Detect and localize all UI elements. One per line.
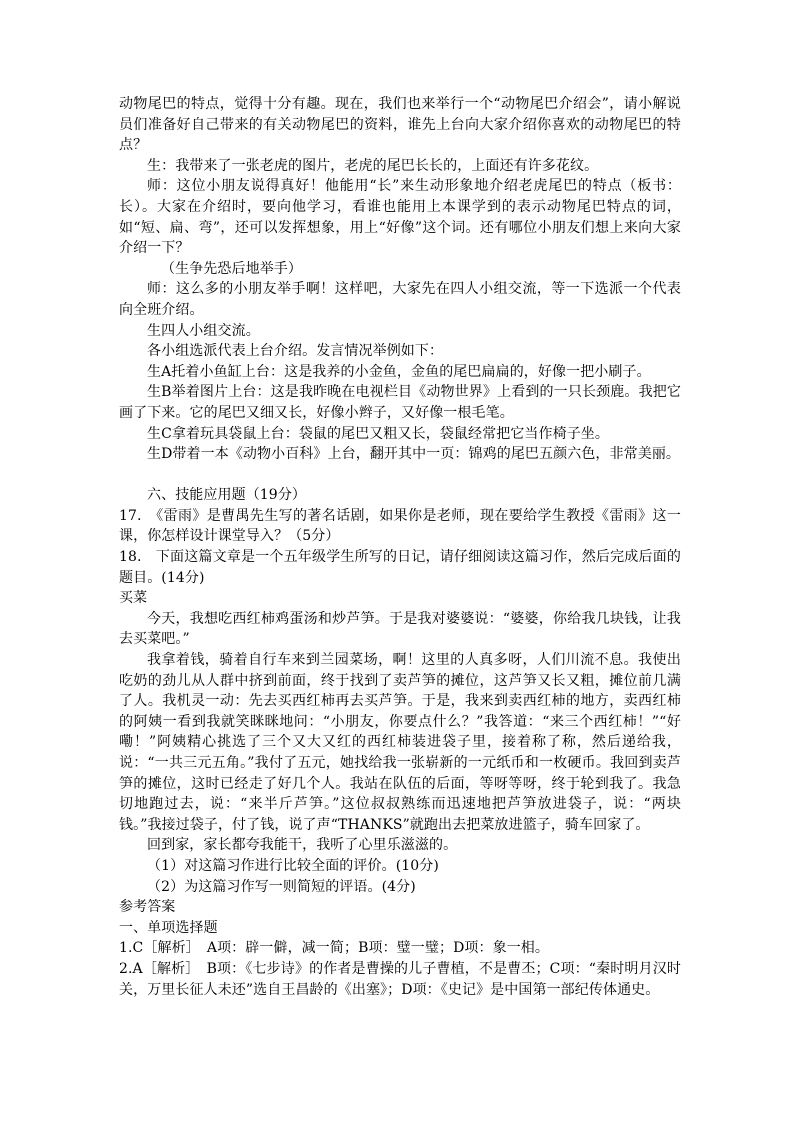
- essay-paragraph-1: 今天，我想吃西红柿鸡蛋汤和炒芦笋。于是我对婆婆说：“婆婆，你给我几块钱，让我去买菜吧。”: [119, 610, 681, 648]
- sub-question-2: （2）为这篇习作写一则简短的评语。(4分): [147, 878, 416, 895]
- essay-paragraph-2: 我拿着钱，骑着自行车来到兰园菜场，啊！这里的人真多呀，人们川流不息。我使出吃奶的劲儿从人群中挤到前面，终于找到了卖芦笋的摊位，这芦笋又长又粗，摊位前几满了人。我机灵一动：先去买西红柿再去买芦笋。于是，我来到卖西红柿的地方，卖西红柿的阿姨一看到我就笑眯眯地问：“小朋友，你要点什么？”我答道：“来三个西红柿！”“好嘞！”阿姨精心挑选了三个又大又红的西红柿装进袋子里，接着称了称，然后递给我，说：“一共三元五角。”我付了五元，她找给我一张崭新的一元纸币和一枚硬币。我回到卖芦笋的摊位，这时已经走了好几个人。我站在队伍的后面，等呀等呀，终于轮到我了。我急切地跑过去，说：“来半斤芦笋。”这位叔叔熟练而迅速地把芦笋放进袋子，说：“两块钱。”我接过袋子，付了钱，说了声“THANKS”就跑出去把菜放进篮子，骑车回家了。: [119, 652, 681, 833]
- paragraph-student-d: 生D带着一本《动物小百科》上台，翻开其中一页：锦鸡的尾巴五颜六色，非常美丽。: [147, 446, 681, 463]
- paragraph-group-discussion: 生四人小组交流。: [147, 322, 260, 339]
- paragraph-student-tiger: 生：我带来了一张老虎的图片，老虎的尾巴长长的，上面还有许多花纹。: [147, 157, 599, 174]
- paragraph-students-raise-hands: （生争先恐后地举手）: [161, 260, 302, 277]
- question-17: 17. 《雷雨》是曹禺先生写的著名话剧，如果你是老师，现在要给学生教授《雷雨》这一课，你怎样设计课堂导入？（5分）: [119, 507, 681, 545]
- section-heading-skills: 六、技能应用题（19分）: [147, 487, 307, 504]
- paragraph-teacher-praise: 师：这位小朋友说得真好！他能用“长”来生动形象地介绍老虎尾巴的特点（板书：长）。大家在介绍时，要向他学习，看谁也能用上本课学到的表示动物尾巴特点的词，如“短、扁、弯”，还可以发挥想象，用上“好像”这个词。还有哪位小朋友们想上来向大家介绍一下？: [119, 178, 681, 257]
- paragraph-student-b: 生B举着图片上台：这是我昨晚在电视栏目《动物世界》上看到的一只长颈鹿。我把它画了下来。它的尾巴又细又长，好像小辫子，又好像一根毛笔。: [119, 384, 681, 421]
- question-18: 18. 下面这篇文章是一个五年级学生所写的日记，请仔细阅读这篇习作，然后完成后面的题目。(14分): [119, 549, 681, 586]
- answers-heading: 参考答案: [119, 899, 176, 916]
- essay-paragraph-3: 回到家，家长都夸我能干，我听了心里乐滋滋的。: [147, 837, 458, 854]
- paragraph-representatives: 各小组选派代表上台介绍。发言情况举例如下：: [147, 343, 444, 360]
- sub-question-1: （1）对这篇习作进行比较全面的评价。(10分): [147, 857, 439, 874]
- paragraph-teacher-group: 师：这么多的小朋友举手啊！这样吧，大家先在四人小组交流，等一下选派一个代表向全班介绍。: [119, 281, 681, 318]
- paragraph-student-a: 生A托着小鱼缸上台：这是我养的小金鱼，金鱼的尾巴扁扁的，好像一把小刷子。: [147, 363, 651, 380]
- answer-1: 1.C［解析］ A项：辟一僻，减一简；B项：璧一璧；D项：象一相。: [119, 940, 549, 957]
- section-heading-single-choice: 一、单项选择题: [119, 919, 218, 936]
- document-page: [119, 94, 681, 1000]
- paragraph-intro: 动物尾巴的特点，觉得十分有趣。现在，我们也来举行一个“动物尾巴介绍会”，请小解说员们准备好自己带来的有关动物尾巴的资料，谁先上台向大家介绍你喜欢的动物尾巴的特点？: [119, 96, 681, 154]
- answer-2: 2.A［解析］ B项：《七步诗》的作者是曹操的儿子曹植，不是曹丕；C项：“秦时明月汉时关，万里长征人未还”选自王昌龄的《出塞》；D项：《史记》是中国第一部纪传体通史。: [119, 960, 681, 998]
- essay-title: 买菜: [119, 590, 148, 607]
- paragraph-student-c: 生C拿着玩具袋鼠上台：袋鼠的尾巴又粗又长，袋鼠经常把它当作椅子坐。: [147, 425, 610, 442]
- blank-line: [119, 465, 681, 486]
